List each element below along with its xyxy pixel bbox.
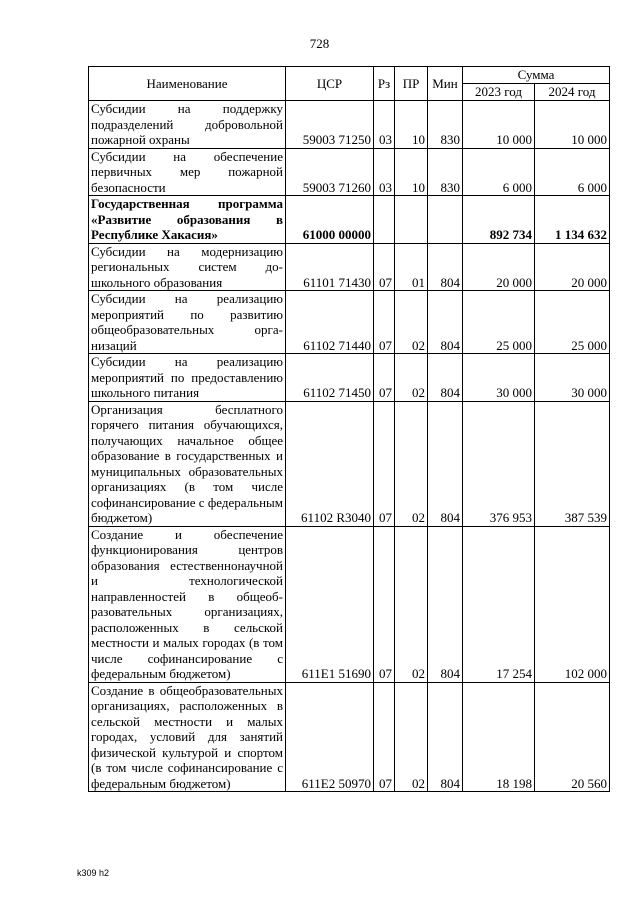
table-body bbox=[89, 101, 610, 792]
row-subsection: 02 bbox=[395, 526, 428, 682]
row-ministry: 804 bbox=[428, 682, 463, 792]
header-subsection: ПР bbox=[395, 67, 428, 101]
row-subsection: 10 bbox=[395, 101, 428, 149]
row-subsection: 02 bbox=[395, 291, 428, 354]
row-name: Субсидии на реализацию мероприятий по развитию общеобразовательных организаций bbox=[89, 291, 286, 354]
row-subsection: 10 bbox=[395, 148, 428, 196]
row-code: 61102 71450 bbox=[286, 354, 374, 402]
row-section: 07 bbox=[374, 354, 395, 402]
row-name: Субсидии на обеспечение первичных мер пожарной безопасности bbox=[89, 148, 286, 196]
row-name: Субсидии на реализацию мероприятий по предоставлению школьного питания bbox=[89, 354, 286, 402]
table-row bbox=[89, 526, 610, 682]
row-name: Создание в общеобразовательных организациях, расположенных в сельской местности и малых городах, условий для занятий физической культурой и спортом (в том числе софинансирование с федеральным бюджетом) bbox=[89, 682, 286, 792]
row-ministry: 804 bbox=[428, 243, 463, 291]
row-amount-2023: 6 000 bbox=[463, 148, 535, 196]
table-row bbox=[89, 196, 610, 244]
row-amount-2024: 20 560 bbox=[535, 682, 610, 792]
table-row bbox=[89, 148, 610, 196]
table-row bbox=[89, 243, 610, 291]
row-amount-2023: 18 198 bbox=[463, 682, 535, 792]
header-name: Наименование bbox=[89, 67, 286, 101]
row-amount-2024: 30 000 bbox=[535, 354, 610, 402]
row-amount-2024: 10 000 bbox=[535, 101, 610, 149]
row-subsection: 01 bbox=[395, 243, 428, 291]
row-ministry: 804 bbox=[428, 291, 463, 354]
header-section: Рз bbox=[374, 67, 395, 101]
table-row bbox=[89, 401, 610, 526]
row-ministry: 830 bbox=[428, 101, 463, 149]
row-ministry: 804 bbox=[428, 354, 463, 402]
row-code: 611E1 51690 bbox=[286, 526, 374, 682]
row-code: 61101 71430 bbox=[286, 243, 374, 291]
table-row bbox=[89, 291, 610, 354]
budget-table bbox=[88, 66, 610, 792]
row-code: 61102 71440 bbox=[286, 291, 374, 354]
row-name: Субсидии на поддержку подразделений добровольной пожарной охраны bbox=[89, 101, 286, 149]
row-amount-2024: 102 000 bbox=[535, 526, 610, 682]
row-amount-2023: 25 000 bbox=[463, 291, 535, 354]
row-code: 611E2 50970 bbox=[286, 682, 374, 792]
header-year-2024: 2024 год bbox=[535, 84, 610, 101]
row-section: 07 bbox=[374, 401, 395, 526]
row-name: Создание и обеспечение функционирования центров образования естественнонаучной и технологической направленностей в общеобразовательных организациях, расположенных в сельской местности и малых городах (в том числе софинансирование с федеральным бюджетом) bbox=[89, 526, 286, 682]
header-sum: Сумма bbox=[463, 67, 610, 84]
row-subsection: 02 bbox=[395, 401, 428, 526]
header-ministry: Мин bbox=[428, 67, 463, 101]
row-section bbox=[374, 196, 395, 244]
row-amount-2024: 20 000 bbox=[535, 243, 610, 291]
row-ministry: 804 bbox=[428, 526, 463, 682]
row-amount-2024: 25 000 bbox=[535, 291, 610, 354]
row-ministry bbox=[428, 196, 463, 244]
row-ministry: 830 bbox=[428, 148, 463, 196]
row-amount-2023: 30 000 bbox=[463, 354, 535, 402]
row-amount-2023: 10 000 bbox=[463, 101, 535, 149]
row-name: Субсидии на модернизацию региональных систем дошкольного образования bbox=[89, 243, 286, 291]
row-section: 03 bbox=[374, 148, 395, 196]
row-name: Организация бесплатного горячего питания обучающихся, получающих начальное общее образование в государственных и муниципальных образовательных организациях (в том числе софинансирование с федеральным бюджетом) bbox=[89, 401, 286, 526]
row-subsection: 02 bbox=[395, 682, 428, 792]
table-row bbox=[89, 101, 610, 149]
row-code: 59003 71260 bbox=[286, 148, 374, 196]
table-row bbox=[89, 682, 610, 792]
row-code: 59003 71250 bbox=[286, 101, 374, 149]
footer-code: k309 h2 bbox=[77, 868, 110, 878]
header-year-2023: 2023 год bbox=[463, 84, 535, 101]
row-amount-2023: 20 000 bbox=[463, 243, 535, 291]
row-section: 07 bbox=[374, 526, 395, 682]
row-amount-2024: 6 000 bbox=[535, 148, 610, 196]
row-code: 61000 00000 bbox=[286, 196, 374, 244]
row-ministry: 804 bbox=[428, 401, 463, 526]
row-amount-2023: 376 953 bbox=[463, 401, 535, 526]
row-section: 07 bbox=[374, 291, 395, 354]
row-amount-2024: 387 539 bbox=[535, 401, 610, 526]
row-amount-2024: 1 134 632 bbox=[535, 196, 610, 244]
row-section: 07 bbox=[374, 682, 395, 792]
row-amount-2023: 17 254 bbox=[463, 526, 535, 682]
row-section: 03 bbox=[374, 101, 395, 149]
table-row bbox=[89, 354, 610, 402]
row-subsection bbox=[395, 196, 428, 244]
row-amount-2023: 892 734 bbox=[463, 196, 535, 244]
page-number: 728 bbox=[309, 36, 330, 51]
row-subsection: 02 bbox=[395, 354, 428, 402]
row-code: 61102 R3040 bbox=[286, 401, 374, 526]
row-name: Государственная программа «Развитие образования в Республике Хакасия» bbox=[89, 196, 286, 244]
row-section: 07 bbox=[374, 243, 395, 291]
header-code: ЦСР bbox=[286, 67, 374, 101]
